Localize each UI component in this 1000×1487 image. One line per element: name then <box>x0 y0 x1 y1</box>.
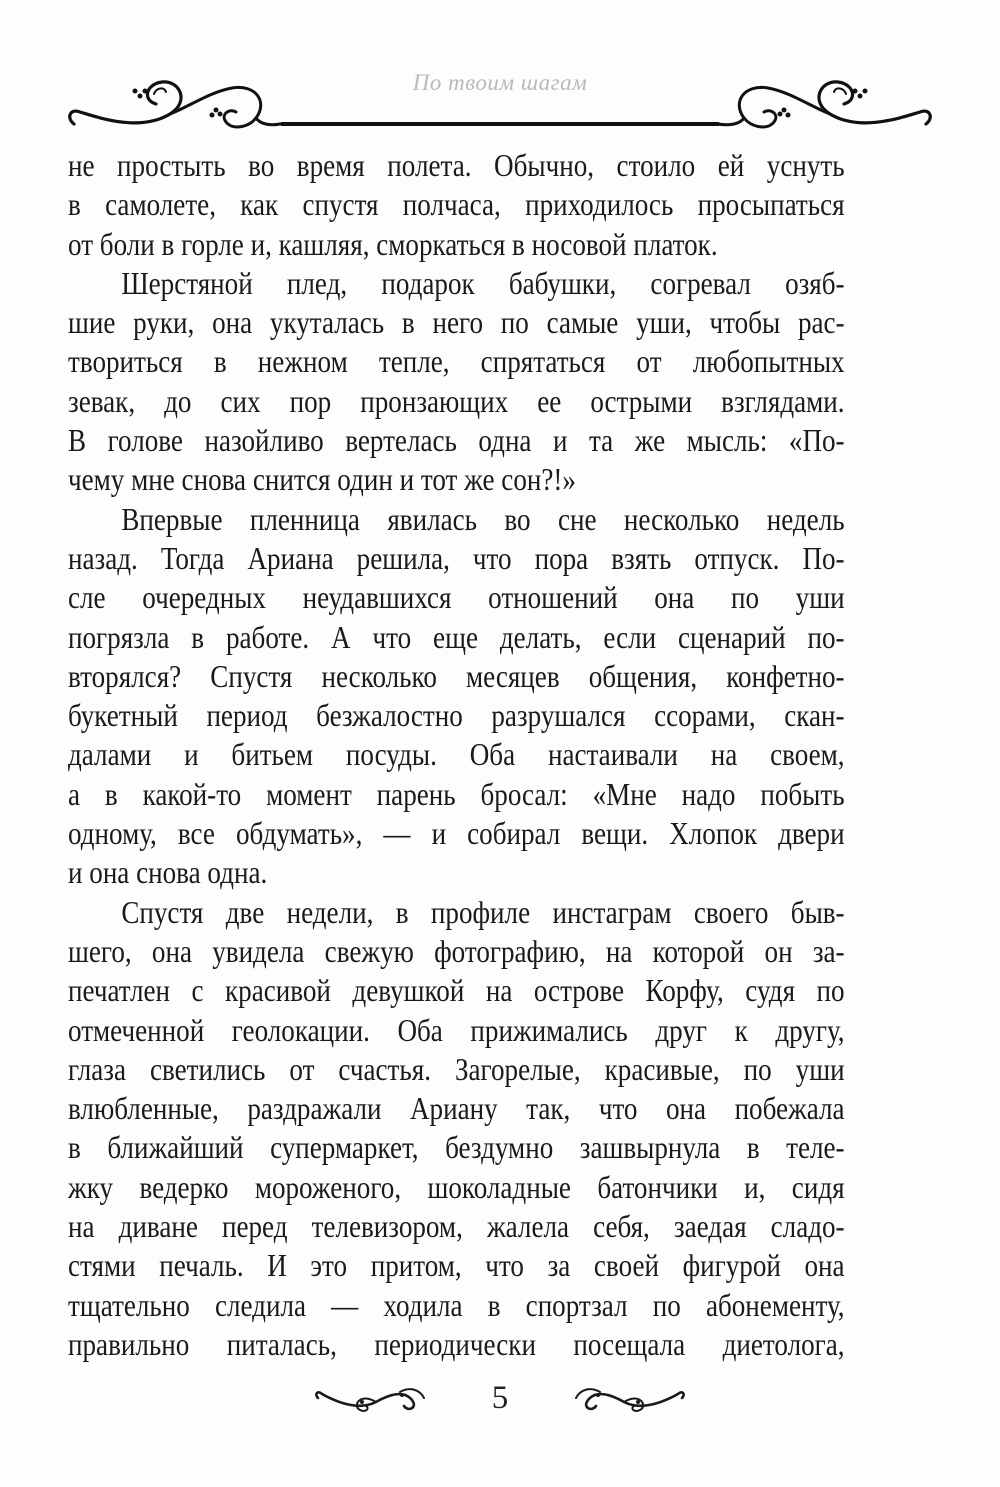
text-line: погрязла в работе. А что еще делать, если сценарий по- <box>68 619 845 655</box>
text-line: Шерстяной плед, подарок бабушки, согревал озяб- <box>121 265 845 301</box>
text-line: шие руки, она укуталась в него по самые уши, чтобы рас- <box>68 305 845 341</box>
text-line: Спустя две недели, в профиле инстаграм своего быв- <box>121 894 845 930</box>
text-line: тщательно следила — ходила в спортзал по абонементу, <box>68 1287 845 1323</box>
text-line: В голове назойливо вертелась одна и та же мысль: «По- <box>68 423 845 459</box>
paragraph-1 <box>68 146 845 264</box>
right-flourish-icon <box>718 82 930 127</box>
text-line: в самолете, как спустя полчаса, приходилось просыпаться <box>68 187 845 223</box>
text-line: и она снова одна. <box>68 855 268 891</box>
text-line: жку ведерко мороженого, шоколадные батончики и, сидя <box>68 1169 845 1205</box>
text-line: в ближайший супермаркет, бездумно зашвырнула в теле- <box>68 1130 845 1166</box>
text-line: правильно питалась, периодически посещала диетолога, <box>68 1326 845 1362</box>
text-line: далами и битьем посуды. Оба настаивали на своем, <box>68 737 845 773</box>
text-line: букетный период безжалостно разрушался ссорами, скан- <box>68 698 845 734</box>
header-ornament-rule <box>60 72 940 142</box>
text-line: от боли в горле и, кашляя, сморкаться в носовой платок. <box>68 226 718 262</box>
text-line: сле очередных неудавшихся отношений она по уши <box>68 580 845 616</box>
text-line: зевак, до сих пор пронзающих ее острыми взглядами. <box>68 383 845 419</box>
text-line: глаза светились от счастья. Загорелые, красивые, по уши <box>68 1051 845 1087</box>
body-text <box>68 146 845 1364</box>
running-head-title: По твоим шагам <box>412 70 588 95</box>
page-number: 5 <box>491 1380 509 1416</box>
text-line: назад. Тогда Ариана решила, что пора взять отпуск. По- <box>68 540 845 576</box>
text-line: а в какой-то момент парень бросал: «Мне надо побыть <box>68 776 845 812</box>
text-line: отмеченной геолокации. Оба прижимались друг к другу, <box>68 1012 845 1048</box>
left-flourish-icon <box>70 82 280 127</box>
text-line: влюбленные, раздражали Ариану так, что она побежала <box>68 1091 845 1127</box>
text-line: чему мне снова снится один и тот же сон?!» <box>68 462 576 498</box>
paragraph-4 <box>68 893 845 1365</box>
text-line: одному, все обдумать», — и собирал вещи. Хлопок двери <box>68 816 845 852</box>
paragraph-3 <box>68 500 845 893</box>
text-line: Впервые пленница явилась во сне несколько недель <box>121 501 845 537</box>
text-line: твориться в нежном тепле, спрятаться от любопытных <box>68 344 845 380</box>
text-line: вторялся? Спустя несколько месяцев общения, конфетно- <box>68 658 845 694</box>
text-line: не простыть во время полета. Обычно, стоило ей уснуть <box>68 148 845 183</box>
text-line: на диване перед телевизором, жалела себя, заедая сладо- <box>68 1209 845 1245</box>
text-line: стями печаль. И это притом, что за своей фигурой она <box>68 1248 845 1284</box>
text-line: печатлен с красивой девушкой на острове Корфу, судя по <box>68 973 845 1009</box>
paragraph-2 <box>68 264 845 500</box>
text-line: шего, она увидела свежую фотографию, на которой он за- <box>68 933 845 969</box>
